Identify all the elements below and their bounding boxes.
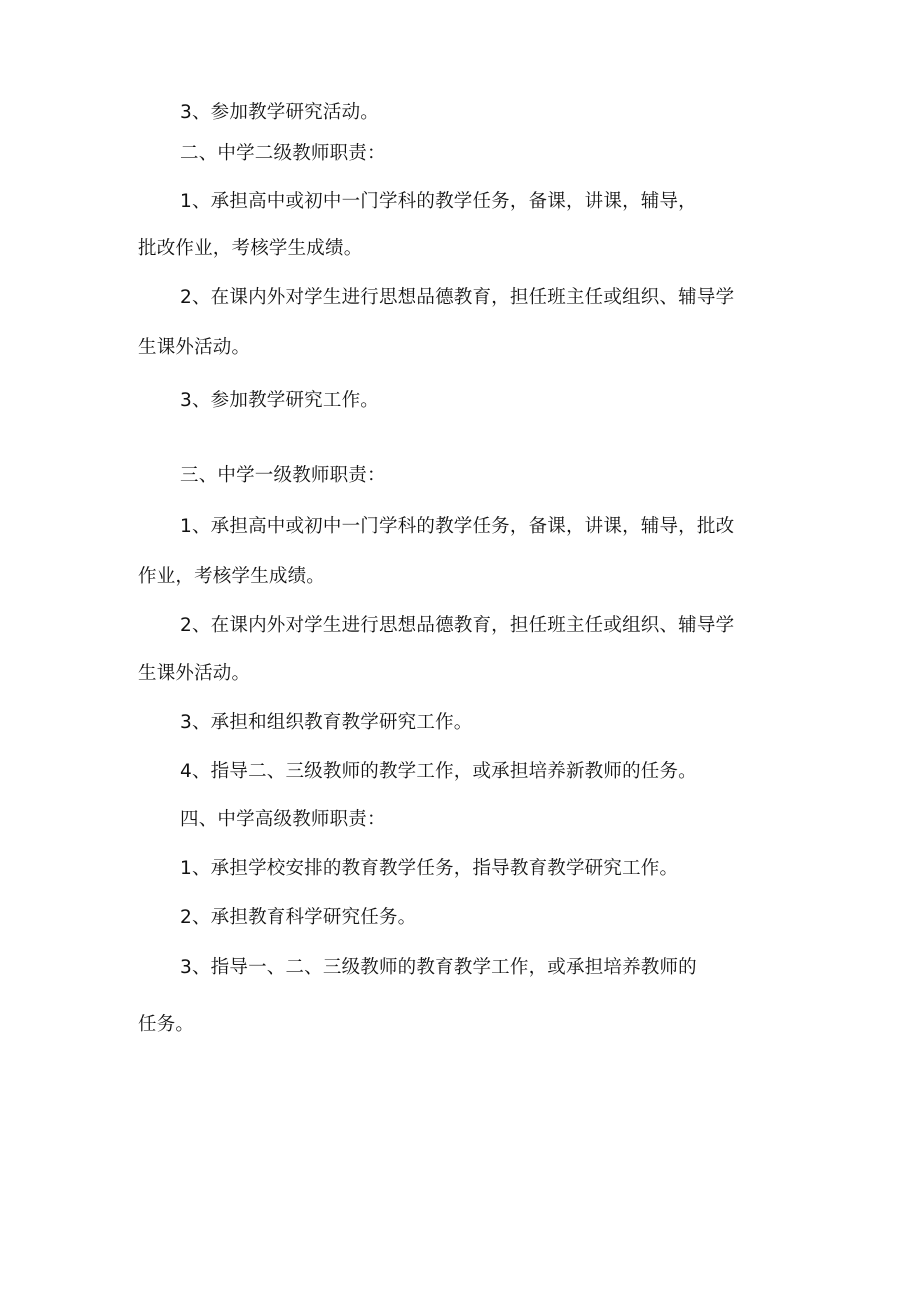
paragraph-line: 1、承担学校安排的教育教学任务，指导教育教学研究工作。	[180, 858, 679, 879]
paragraph-line: 2、在课内外对学生进行思想品德教育，担任班主任或组织、辅导学	[180, 287, 735, 308]
paragraph-line: 3、参加教学研究活动。	[180, 102, 379, 123]
paragraph-continuation: 生课外活动。	[138, 337, 251, 358]
section-heading: 三、中学一级教师职责：	[180, 465, 386, 486]
paragraph-line: 3、指导一、二、三级教师的教育教学工作，或承担培养教师的	[180, 957, 697, 978]
paragraph-line: 4、指导二、三级教师的教学工作，或承担培养新教师的任务。	[180, 761, 697, 782]
paragraph-line: 2、承担教育科学研究任务。	[180, 907, 417, 928]
section-heading: 二、中学二级教师职责：	[180, 143, 386, 164]
paragraph-line: 3、承担和组织教育教学研究工作。	[180, 712, 473, 733]
paragraph-continuation: 批改作业，考核学生成绩。	[138, 238, 363, 259]
paragraph-line: 2、在课内外对学生进行思想品德教育，担任班主任或组织、辅导学	[180, 615, 735, 636]
paragraph-line: 1、承担高中或初中一门学科的教学任务，备课，讲课，辅导，批改	[180, 516, 735, 537]
paragraph-continuation: 任务。	[138, 1014, 195, 1035]
paragraph-continuation: 作业，考核学生成绩。	[138, 566, 326, 587]
section-heading: 四、中学高级教师职责：	[180, 809, 386, 830]
paragraph-line: 1、承担高中或初中一门学科的教学任务，备课，讲课，辅导，	[180, 191, 697, 212]
paragraph-continuation: 生课外活动。	[138, 663, 251, 684]
paragraph-line: 3、参加教学研究工作。	[180, 390, 379, 411]
